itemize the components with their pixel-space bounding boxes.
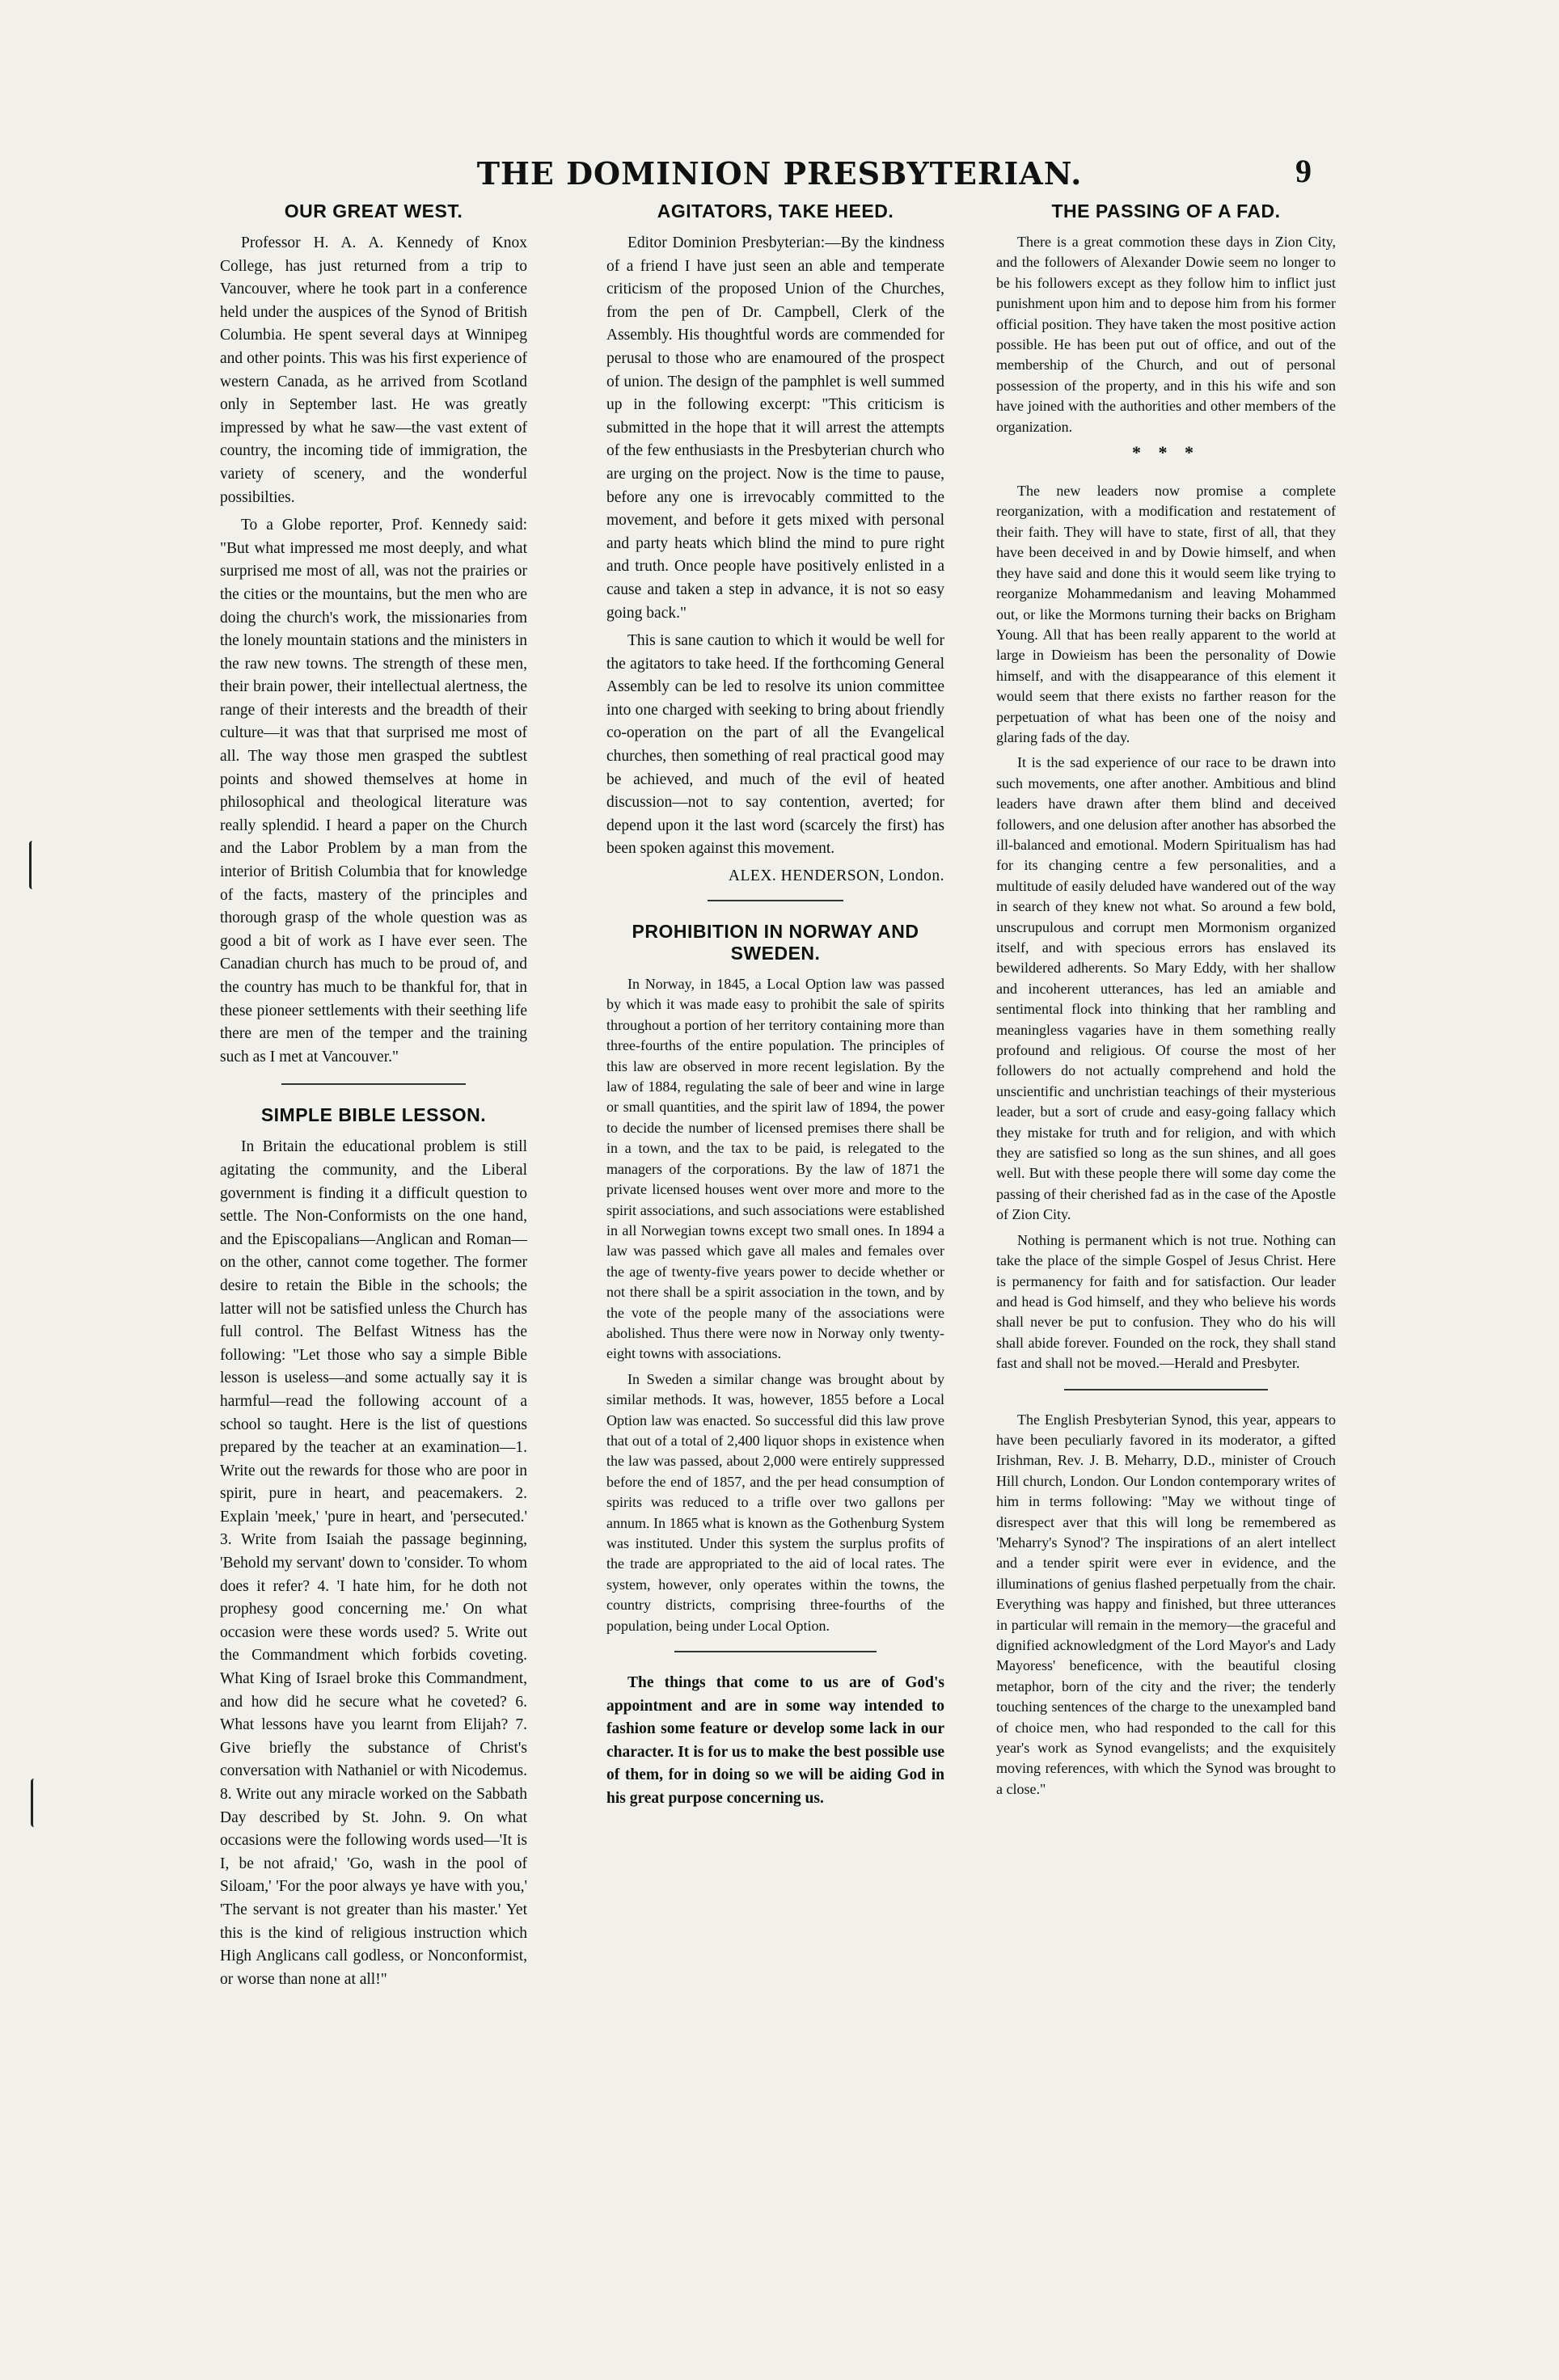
article-paragraph: The new leaders now promise a complete reorganization, with a modification and restatement of their faith. They will have to state, first of all, that they have been deceived in and by Dowie himself, and when they have said and done this it would seem like trying to reorganize Mohammedanism and leaving Mohammed out, or like the Mormons turning their backs on Brigham Young. All that has been really apparent to the world at large in Dowieism has been the personality of Dowie himself, and with the disappearance of this element it would seem that there exists no farther reason for the perpetuation of what has been one of the noisy and glaring fads of the day. <box>996 483 1336 745</box>
column-divider <box>1064 1389 1268 1390</box>
article-paragraph: In Britain the educational problem is still agitating the community, and the Liberal government is finding it a difficult question to settle. The Non-Conformists on the one hand, and the Episcopalians—Anglican and Roman—on the other, cannot come together. The former desire to retain the Bible in the schools; the latter will not be satisfied unless the Church has full control. The Belfast Witness has the following: "Let those who say a simple Bible lesson is useless—and some actually say it is harmful—read the following account of a school so taught. Here is the list of questions prepared by the teacher at an examination—1. Write out the rewards for those who are poor in spirit, pure in heart, and peacemakers. 2. Explain 'meek,' 'pure in heart, and 'persecuted.' 3. Write from Isaiah the passage beginning, 'Behold my servant' down to 'consider. To whom does it refer? 4. 'I hate him, for he doth not prophesy good concerning me.' On what occasion were these words used? 5. Write out the Commandment which forbids coveting. What King of Israel broke this Commandment, and how did he secure what he coveted? 6. What lessons have you learnt from Elijah? 7. Give briefly the substance of Christ's conversation with Nathaniel or with Nicodemus. 8. Write out any miracle worked on the Sabbath Day described by St. John. 9. On what occasions were the following words used—'It is I, be not afraid,' 'Go, wash in the pool of Siloam,' 'For the poor always ye have with you,' 'The servant is not greater than his master.' Yet this is the kind of religious instruction which High Anglicans call godless, or Nonconformist, or worse than none at all!" <box>220 1138 527 1988</box>
column-divider <box>281 1083 466 1085</box>
article-paragraph: Nothing is permanent which is not true. Nothing can take the place of the simple Gospel of Jesus Christ. Here is permanency for faith and for satisfaction. Our leader and head is God himself, and they who believe his words shall never be put to confusion. They who do his will shall abide forever. Founded on the rock, they shall stand fast and shall not be moved.—Herald and Presbyter. <box>996 1231 1336 1372</box>
article-paragraph: There is a great commotion these days in Zion City, and the followers of Alexander Dowie seem no longer to be his followers except as they follow him to inflict just punishment upon him and to depose him from his former official position. They have taken the most positive action possible. He has been put out of office, and out of the membership of the Church, and out of personal possession of the property, and in this his wife and son have joined with the authorities and other members of the organization. <box>996 234 1336 435</box>
article-paragraph: In Sweden a similar change was brought about by similar methods. It was, however, 1855 before a Local Option law was enacted. So successful did this law prove that out of a total of 2,400 liquor shops in existence when the law was passed, about 2,000 were entirely suppressed before the end of 1857, and the per head consumption of spirits was reduced to a trifle over two gallons per annum. In 1865 what is known as the Gothenburg System was instituted. Under this system the surplus profits of the trade are appropriated to the aid of local rates. The system, however, only operates within the towns, the country districts, comprising three-fourths of the population, being under Local Option. <box>606 1370 944 1634</box>
signature: ALEX. HENDERSON, London. <box>728 867 944 885</box>
article-title: OUR GREAT WEST. <box>284 200 463 222</box>
article-paragraph: The English Presbyterian Synod, this year, appears to have been peculiarly favored in its moderator, a gifted Irishman, Rev. J. B. Meharry, D.D., minister of Crouch Hill church, London. Our London contemporary writes of him in terms following: "May we without tinge of disrespect aver that this will long be remembered as 'Meharry's Synod'? The inspirations of an alert intellect and a tender spirit were ever in evidence, and the illuminations of genius flashed perpetually from the chair. Everything was happy and finished, but three utterances in particular will remain in the memory—the graceful and dignified acknowledgment of the Lord Mayor's and Lady Mayoress' beneficence, with the beautiful closing metaphor, born of the city and the river; the tenderly touching sentences of the charge to the unexampled band of choice men, who had responded to the call for this year's work as Synod evangelists; and the exquisitely moving references, with which the Synod was brought to a close." <box>996 1411 1336 1797</box>
article-title: PROHIBITION IN NORWAY AND SWEDEN. <box>632 921 919 964</box>
binding-mark <box>29 841 40 889</box>
article-paragraph: Professor H. A. A. Kennedy of Knox College, has just returned from a trip to Vancouver, where he took part in a conference held under the auspices of the Synod of British Columbia. He spent several days at Winnipeg and other points. This was his first experience of western Canada, as he arrived from Scotland only in September last. He was greatly impressed by what he saw—the vast extent of country, the incoming tide of immigration, the variety of scenery, and the wonderful possibilties. <box>220 234 527 506</box>
closing-note: The things that come to us are of God's appointment and are in some way intended to fashion some feature or develop some lack in our character. It is for us to make the best possible use of them, for in doing so we will be aiding God in his great purpose concerning us. <box>606 1674 944 1807</box>
masthead: THE DOMINION PRESBYTERIAN. <box>476 155 1083 192</box>
article-paragraph: It is the sad experience of our race to be drawn into such movements, one after another. Ambitious and blind leaders have drawn after them blind and deceived followers, and one delusion after another has absorbed the ill-balanced and emotional. Modern Spiritualism has had for its changing centre a few personalities, and a multitude of easily deluded have wandered out of the way in search of they knew not what. So around a few bold, unscrupulous and corrupt men Mormonism organized itself, and with specious errors has enslaved its bewildered adherents. So Mary Eddy, with her shallow and incoherent utterances, has led an amiable and sentimental flock into thinking that her rambling and meaningless vagaries have in them something really profound and religious. Of course the most of her followers do not actually comprehend and hold the unscientific and unchristian teachings of their mysterious leader, but a sort of crude and easy-going fallacy which they mistake for truth and for religion, and with which they are satisfied so long as the sun shines, and all goes well. But with these people there will some day come the passing of their cherished fad as in the case of the Apostle of Zion City. <box>996 754 1336 1223</box>
binding-mark <box>31 1779 41 1827</box>
section-stars: * * * <box>1132 442 1200 463</box>
article-title: AGITATORS, TAKE HEED. <box>657 200 894 222</box>
column-divider <box>674 1651 877 1652</box>
page-number: 9 <box>1295 153 1312 189</box>
column-left <box>220 200 527 1996</box>
article-paragraph: Editor Dominion Presbyterian:—By the kindness of a friend I have just seen an able and temperate criticism of the proposed Union of the Churches, from the pen of Dr. Campbell, Clerk of the Assembly. His thoughtful words are commended for perusal to those who are enamoured of the prospect of union. The design of the pamphlet is well summed up in the following excerpt: "This criticism is submitted in the hope that it will arrest the attempts of the few enthusiasts in the Presbyterian church who are urging on the project. Now is the time to pause, before any one is irrevocably committed to the movement, and before it gets mixed with personal and party heats which blind the mind to pure right and truth. Once people have positively enlisted in a cause and taken a step in advance, it is not so easy going back." <box>606 234 944 622</box>
column-divider <box>708 900 843 901</box>
column-right <box>996 200 1336 1804</box>
article-paragraph: This is sane caution to which it would be well for the agitators to take heed. If the forthcoming General Assembly can be led to resolve its union committee into one charged with seeking to bring about friendly co-operation on the part of all the Evangelical churches, then something of real practical good may be achieved, and much of the evil of heated discussion—not to say contention, averted; for depend upon it the last word (scarcely the first) has been spoken against this movement. <box>606 632 944 858</box>
article-paragraph: In Norway, in 1845, a Local Option law was passed by which it was made easy to prohibit the sale of spirits throughout a portion of her territory containing more than three-fourths of the entire population. The principles of this law are observed in more recent legislation. By the law of 1884, regulating the sale of beer and wine in large or small quantities, and the spirit law of 1894, the power to decide the number of licensed premises there shall be in a town, and the tax to be paid, is relegated to the managers of the corporations. By the law of 1871 the private licensed houses went over more and more to the spirit associations, and such associations were established in all Norwegian towns except two small ones. In 1894 a law was passed which gave all males and females over the age of twenty-five years power to decide whether or not there shall be a spirit association in the town, and by the vote of the people many of the associations were abolished. Thus there were now in Norway only twenty-eight towns with associations. <box>606 976 944 1362</box>
article-title: SIMPLE BIBLE LESSON. <box>260 1104 487 1126</box>
column-middle <box>606 200 944 1816</box>
article-paragraph: To a Globe reporter, Prof. Kennedy said: "But what impressed me most deeply, and what surprised me most of all, was not the prairies or the cities or the mountains, but the men who are doing the church's work, the missionaries from the lonely mountain stations and the ministers in the raw new towns. The strength of these men, their brain power, their intellectual alertness, the range of their interests and the breadth of their culture—it was that that surprised me most of all. The way those men grasped the subtlest points and showed themselves at home in philosophical and theological literature was really splendid. I heard a paper on the Church and the Labor Problem by a man from the interior of British Columbia that for knowledge of the facts, mastery of the principles and thorough grasp of the whole question was as good a bit of work as I have ever seen. The Canadian church has much to be proud of, and the country has much to be thankful for, that in these pioneer settlements with their seething life there are men of the temper and the training such as I met at Vancouver." <box>220 517 527 1066</box>
article-title: THE PASSING OF A FAD. <box>1051 200 1281 222</box>
